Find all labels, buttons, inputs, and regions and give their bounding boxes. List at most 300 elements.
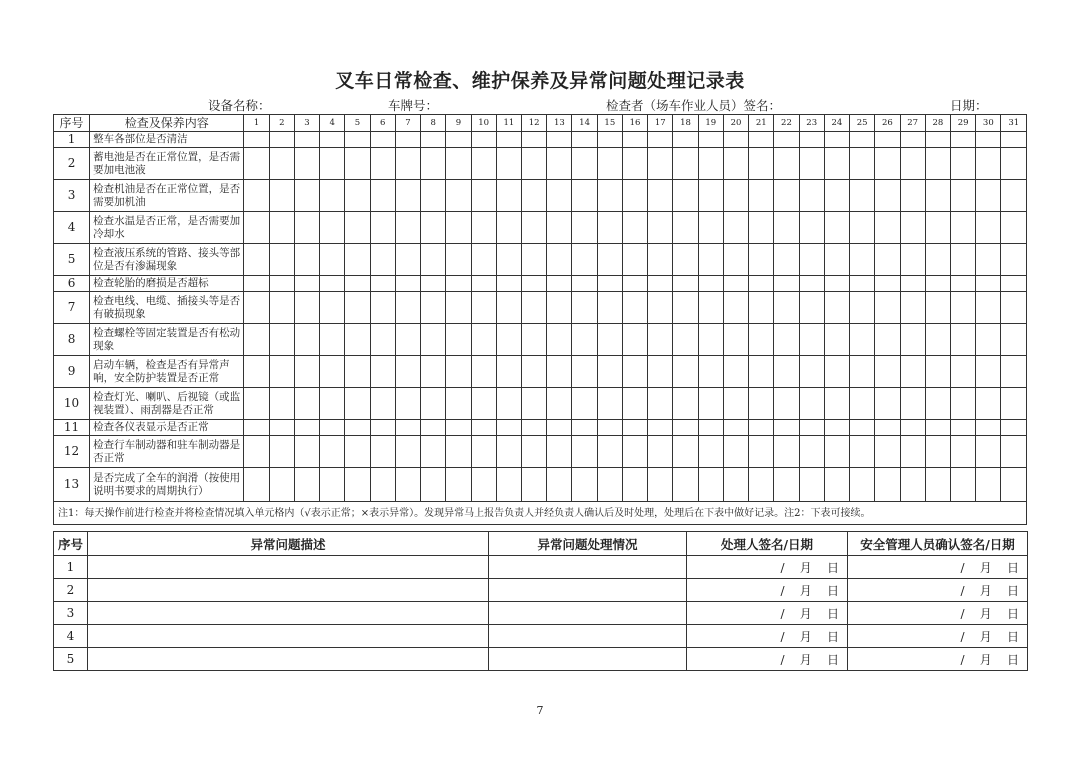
check-cell[interactable] <box>648 420 673 436</box>
check-cell[interactable] <box>774 436 799 468</box>
check-cell[interactable] <box>950 212 975 244</box>
check-cell[interactable] <box>622 388 647 420</box>
check-cell[interactable] <box>799 244 824 276</box>
check-cell[interactable] <box>875 132 900 148</box>
check-cell[interactable] <box>446 212 471 244</box>
check-cell[interactable] <box>673 468 698 502</box>
check-cell[interactable] <box>547 292 572 324</box>
check-cell[interactable] <box>723 276 748 292</box>
check-cell[interactable] <box>320 276 345 292</box>
check-cell[interactable] <box>976 292 1001 324</box>
check-cell[interactable] <box>976 436 1001 468</box>
check-cell[interactable] <box>320 324 345 356</box>
check-cell[interactable] <box>673 436 698 468</box>
check-cell[interactable] <box>395 180 420 212</box>
check-cell[interactable] <box>294 180 319 212</box>
check-cell[interactable] <box>950 436 975 468</box>
check-cell[interactable] <box>421 436 446 468</box>
check-cell[interactable] <box>597 244 622 276</box>
check-cell[interactable] <box>875 436 900 468</box>
check-cell[interactable] <box>976 148 1001 180</box>
check-cell[interactable] <box>395 276 420 292</box>
check-cell[interactable] <box>723 292 748 324</box>
check-cell[interactable] <box>799 180 824 212</box>
safety-signature-cell[interactable]: / 月 日 <box>848 648 1028 671</box>
check-cell[interactable] <box>698 244 723 276</box>
check-cell[interactable] <box>597 132 622 148</box>
issue-description-cell[interactable] <box>88 556 489 579</box>
check-cell[interactable] <box>749 212 774 244</box>
check-cell[interactable] <box>824 180 849 212</box>
check-cell[interactable] <box>875 244 900 276</box>
check-cell[interactable] <box>496 388 521 420</box>
check-cell[interactable] <box>648 388 673 420</box>
check-cell[interactable] <box>294 212 319 244</box>
check-cell[interactable] <box>345 356 370 388</box>
check-cell[interactable] <box>673 212 698 244</box>
check-cell[interactable] <box>673 276 698 292</box>
check-cell[interactable] <box>345 324 370 356</box>
check-cell[interactable] <box>269 132 294 148</box>
check-cell[interactable] <box>496 436 521 468</box>
check-cell[interactable] <box>850 436 875 468</box>
check-cell[interactable] <box>370 276 395 292</box>
check-cell[interactable] <box>345 388 370 420</box>
check-cell[interactable] <box>244 388 269 420</box>
check-cell[interactable] <box>320 436 345 468</box>
check-cell[interactable] <box>572 468 597 502</box>
check-cell[interactable] <box>799 420 824 436</box>
check-cell[interactable] <box>799 148 824 180</box>
check-cell[interactable] <box>1001 132 1027 148</box>
check-cell[interactable] <box>496 212 521 244</box>
check-cell[interactable] <box>1001 180 1027 212</box>
check-cell[interactable] <box>597 324 622 356</box>
check-cell[interactable] <box>900 180 925 212</box>
check-cell[interactable] <box>850 388 875 420</box>
check-cell[interactable] <box>547 180 572 212</box>
check-cell[interactable] <box>774 420 799 436</box>
check-cell[interactable] <box>925 324 950 356</box>
check-cell[interactable] <box>294 132 319 148</box>
check-cell[interactable] <box>850 324 875 356</box>
check-cell[interactable] <box>925 356 950 388</box>
check-cell[interactable] <box>1001 468 1027 502</box>
check-cell[interactable] <box>395 436 420 468</box>
handler-signature-cell[interactable]: / 月 日 <box>687 579 848 602</box>
check-cell[interactable] <box>269 292 294 324</box>
check-cell[interactable] <box>900 356 925 388</box>
check-cell[interactable] <box>774 324 799 356</box>
check-cell[interactable] <box>471 148 496 180</box>
check-cell[interactable] <box>345 148 370 180</box>
check-cell[interactable] <box>547 324 572 356</box>
check-cell[interactable] <box>269 468 294 502</box>
check-cell[interactable] <box>976 132 1001 148</box>
check-cell[interactable] <box>370 388 395 420</box>
check-cell[interactable] <box>471 324 496 356</box>
check-cell[interactable] <box>950 388 975 420</box>
check-cell[interactable] <box>370 356 395 388</box>
check-cell[interactable] <box>875 468 900 502</box>
check-cell[interactable] <box>673 132 698 148</box>
check-cell[interactable] <box>1001 212 1027 244</box>
check-cell[interactable] <box>824 292 849 324</box>
check-cell[interactable] <box>799 132 824 148</box>
check-cell[interactable] <box>648 292 673 324</box>
check-cell[interactable] <box>294 244 319 276</box>
check-cell[interactable] <box>345 212 370 244</box>
check-cell[interactable] <box>370 420 395 436</box>
check-cell[interactable] <box>522 180 547 212</box>
check-cell[interactable] <box>370 244 395 276</box>
check-cell[interactable] <box>799 292 824 324</box>
check-cell[interactable] <box>950 132 975 148</box>
check-cell[interactable] <box>950 356 975 388</box>
check-cell[interactable] <box>900 420 925 436</box>
handler-signature-cell[interactable]: / 月 日 <box>687 648 848 671</box>
check-cell[interactable] <box>799 212 824 244</box>
check-cell[interactable] <box>446 244 471 276</box>
check-cell[interactable] <box>824 420 849 436</box>
check-cell[interactable] <box>976 324 1001 356</box>
check-cell[interactable] <box>622 356 647 388</box>
check-cell[interactable] <box>446 388 471 420</box>
check-cell[interactable] <box>698 132 723 148</box>
check-cell[interactable] <box>749 324 774 356</box>
check-cell[interactable] <box>496 244 521 276</box>
check-cell[interactable] <box>698 276 723 292</box>
check-cell[interactable] <box>673 180 698 212</box>
check-cell[interactable] <box>749 180 774 212</box>
check-cell[interactable] <box>522 436 547 468</box>
check-cell[interactable] <box>370 212 395 244</box>
check-cell[interactable] <box>345 468 370 502</box>
check-cell[interactable] <box>597 180 622 212</box>
check-cell[interactable] <box>421 244 446 276</box>
check-cell[interactable] <box>698 212 723 244</box>
check-cell[interactable] <box>925 244 950 276</box>
check-cell[interactable] <box>824 356 849 388</box>
check-cell[interactable] <box>799 324 824 356</box>
check-cell[interactable] <box>875 180 900 212</box>
check-cell[interactable] <box>421 292 446 324</box>
check-cell[interactable] <box>522 388 547 420</box>
check-cell[interactable] <box>446 356 471 388</box>
check-cell[interactable] <box>522 324 547 356</box>
check-cell[interactable] <box>723 356 748 388</box>
check-cell[interactable] <box>294 276 319 292</box>
check-cell[interactable] <box>395 420 420 436</box>
check-cell[interactable] <box>976 276 1001 292</box>
check-cell[interactable] <box>723 148 748 180</box>
check-cell[interactable] <box>294 324 319 356</box>
check-cell[interactable] <box>723 468 748 502</box>
check-cell[interactable] <box>269 212 294 244</box>
check-cell[interactable] <box>799 388 824 420</box>
check-cell[interactable] <box>244 180 269 212</box>
check-cell[interactable] <box>749 436 774 468</box>
check-cell[interactable] <box>294 420 319 436</box>
check-cell[interactable] <box>370 324 395 356</box>
check-cell[interactable] <box>850 356 875 388</box>
check-cell[interactable] <box>950 292 975 324</box>
check-cell[interactable] <box>648 244 673 276</box>
check-cell[interactable] <box>976 420 1001 436</box>
check-cell[interactable] <box>900 212 925 244</box>
check-cell[interactable] <box>269 276 294 292</box>
check-cell[interactable] <box>875 324 900 356</box>
check-cell[interactable] <box>395 292 420 324</box>
check-cell[interactable] <box>572 132 597 148</box>
check-cell[interactable] <box>622 292 647 324</box>
check-cell[interactable] <box>673 356 698 388</box>
check-cell[interactable] <box>925 420 950 436</box>
check-cell[interactable] <box>572 324 597 356</box>
check-cell[interactable] <box>673 324 698 356</box>
check-cell[interactable] <box>799 436 824 468</box>
check-cell[interactable] <box>1001 148 1027 180</box>
check-cell[interactable] <box>597 292 622 324</box>
check-cell[interactable] <box>925 468 950 502</box>
check-cell[interactable] <box>496 420 521 436</box>
safety-signature-cell[interactable]: / 月 日 <box>848 579 1028 602</box>
check-cell[interactable] <box>370 132 395 148</box>
check-cell[interactable] <box>547 276 572 292</box>
check-cell[interactable] <box>597 356 622 388</box>
check-cell[interactable] <box>850 468 875 502</box>
check-cell[interactable] <box>850 292 875 324</box>
check-cell[interactable] <box>824 324 849 356</box>
check-cell[interactable] <box>395 388 420 420</box>
check-cell[interactable] <box>774 148 799 180</box>
check-cell[interactable] <box>900 388 925 420</box>
handler-signature-cell[interactable]: / 月 日 <box>687 602 848 625</box>
check-cell[interactable] <box>244 292 269 324</box>
check-cell[interactable] <box>698 292 723 324</box>
check-cell[interactable] <box>723 132 748 148</box>
check-cell[interactable] <box>370 180 395 212</box>
check-cell[interactable] <box>345 276 370 292</box>
check-cell[interactable] <box>950 276 975 292</box>
check-cell[interactable] <box>723 436 748 468</box>
check-cell[interactable] <box>572 180 597 212</box>
check-cell[interactable] <box>925 276 950 292</box>
check-cell[interactable] <box>1001 292 1027 324</box>
check-cell[interactable] <box>395 244 420 276</box>
check-cell[interactable] <box>572 244 597 276</box>
check-cell[interactable] <box>622 148 647 180</box>
check-cell[interactable] <box>850 132 875 148</box>
check-cell[interactable] <box>925 180 950 212</box>
check-cell[interactable] <box>900 276 925 292</box>
check-cell[interactable] <box>345 180 370 212</box>
check-cell[interactable] <box>875 420 900 436</box>
check-cell[interactable] <box>622 420 647 436</box>
check-cell[interactable] <box>976 212 1001 244</box>
check-cell[interactable] <box>774 276 799 292</box>
check-cell[interactable] <box>597 388 622 420</box>
check-cell[interactable] <box>749 244 774 276</box>
check-cell[interactable] <box>900 468 925 502</box>
check-cell[interactable] <box>950 244 975 276</box>
check-cell[interactable] <box>522 292 547 324</box>
check-cell[interactable] <box>471 356 496 388</box>
check-cell[interactable] <box>950 324 975 356</box>
check-cell[interactable] <box>850 276 875 292</box>
check-cell[interactable] <box>547 212 572 244</box>
issue-handling-cell[interactable] <box>489 556 687 579</box>
check-cell[interactable] <box>698 324 723 356</box>
check-cell[interactable] <box>547 436 572 468</box>
issue-handling-cell[interactable] <box>489 648 687 671</box>
check-cell[interactable] <box>294 356 319 388</box>
check-cell[interactable] <box>320 244 345 276</box>
check-cell[interactable] <box>723 244 748 276</box>
check-cell[interactable] <box>1001 356 1027 388</box>
check-cell[interactable] <box>622 212 647 244</box>
check-cell[interactable] <box>900 244 925 276</box>
check-cell[interactable] <box>824 388 849 420</box>
check-cell[interactable] <box>749 356 774 388</box>
check-cell[interactable] <box>673 388 698 420</box>
check-cell[interactable] <box>850 180 875 212</box>
check-cell[interactable] <box>749 388 774 420</box>
check-cell[interactable] <box>269 388 294 420</box>
check-cell[interactable] <box>572 436 597 468</box>
check-cell[interactable] <box>850 420 875 436</box>
check-cell[interactable] <box>749 292 774 324</box>
issue-handling-cell[interactable] <box>489 602 687 625</box>
check-cell[interactable] <box>900 292 925 324</box>
check-cell[interactable] <box>547 468 572 502</box>
check-cell[interactable] <box>244 324 269 356</box>
check-cell[interactable] <box>597 420 622 436</box>
issue-handling-cell[interactable] <box>489 579 687 602</box>
check-cell[interactable] <box>269 420 294 436</box>
check-cell[interactable] <box>925 292 950 324</box>
check-cell[interactable] <box>395 356 420 388</box>
check-cell[interactable] <box>294 292 319 324</box>
handler-signature-cell[interactable]: / 月 日 <box>687 625 848 648</box>
check-cell[interactable] <box>648 468 673 502</box>
check-cell[interactable] <box>622 324 647 356</box>
check-cell[interactable] <box>421 388 446 420</box>
check-cell[interactable] <box>421 276 446 292</box>
check-cell[interactable] <box>471 180 496 212</box>
check-cell[interactable] <box>774 292 799 324</box>
check-cell[interactable] <box>547 388 572 420</box>
check-cell[interactable] <box>774 180 799 212</box>
check-cell[interactable] <box>269 244 294 276</box>
check-cell[interactable] <box>925 388 950 420</box>
check-cell[interactable] <box>522 276 547 292</box>
check-cell[interactable] <box>547 132 572 148</box>
check-cell[interactable] <box>900 436 925 468</box>
check-cell[interactable] <box>648 324 673 356</box>
check-cell[interactable] <box>269 180 294 212</box>
check-cell[interactable] <box>320 148 345 180</box>
check-cell[interactable] <box>925 212 950 244</box>
check-cell[interactable] <box>496 148 521 180</box>
check-cell[interactable] <box>622 468 647 502</box>
check-cell[interactable] <box>496 324 521 356</box>
check-cell[interactable] <box>446 148 471 180</box>
check-cell[interactable] <box>572 388 597 420</box>
check-cell[interactable] <box>320 420 345 436</box>
issue-handling-cell[interactable] <box>489 625 687 648</box>
check-cell[interactable] <box>572 148 597 180</box>
check-cell[interactable] <box>749 148 774 180</box>
check-cell[interactable] <box>622 132 647 148</box>
check-cell[interactable] <box>522 356 547 388</box>
check-cell[interactable] <box>471 388 496 420</box>
check-cell[interactable] <box>446 276 471 292</box>
check-cell[interactable] <box>370 436 395 468</box>
check-cell[interactable] <box>547 148 572 180</box>
check-cell[interactable] <box>522 132 547 148</box>
check-cell[interactable] <box>421 180 446 212</box>
check-cell[interactable] <box>1001 244 1027 276</box>
check-cell[interactable] <box>698 420 723 436</box>
check-cell[interactable] <box>1001 324 1027 356</box>
check-cell[interactable] <box>723 180 748 212</box>
check-cell[interactable] <box>320 356 345 388</box>
check-cell[interactable] <box>496 356 521 388</box>
check-cell[interactable] <box>244 436 269 468</box>
check-cell[interactable] <box>522 420 547 436</box>
check-cell[interactable] <box>824 132 849 148</box>
check-cell[interactable] <box>925 132 950 148</box>
check-cell[interactable] <box>698 436 723 468</box>
check-cell[interactable] <box>320 132 345 148</box>
check-cell[interactable] <box>244 212 269 244</box>
check-cell[interactable] <box>597 212 622 244</box>
check-cell[interactable] <box>622 244 647 276</box>
check-cell[interactable] <box>900 148 925 180</box>
check-cell[interactable] <box>345 292 370 324</box>
check-cell[interactable] <box>673 244 698 276</box>
check-cell[interactable] <box>774 388 799 420</box>
issue-description-cell[interactable] <box>88 602 489 625</box>
check-cell[interactable] <box>345 436 370 468</box>
check-cell[interactable] <box>824 212 849 244</box>
check-cell[interactable] <box>421 212 446 244</box>
issue-description-cell[interactable] <box>88 625 489 648</box>
check-cell[interactable] <box>446 468 471 502</box>
check-cell[interactable] <box>395 132 420 148</box>
check-cell[interactable] <box>597 468 622 502</box>
check-cell[interactable] <box>774 244 799 276</box>
check-cell[interactable] <box>244 276 269 292</box>
handler-signature-cell[interactable]: / 月 日 <box>687 556 848 579</box>
check-cell[interactable] <box>522 244 547 276</box>
check-cell[interactable] <box>446 436 471 468</box>
check-cell[interactable] <box>1001 420 1027 436</box>
check-cell[interactable] <box>572 276 597 292</box>
check-cell[interactable] <box>925 148 950 180</box>
check-cell[interactable] <box>824 148 849 180</box>
check-cell[interactable] <box>471 212 496 244</box>
check-cell[interactable] <box>522 212 547 244</box>
check-cell[interactable] <box>900 132 925 148</box>
check-cell[interactable] <box>850 244 875 276</box>
check-cell[interactable] <box>648 148 673 180</box>
check-cell[interactable] <box>597 436 622 468</box>
check-cell[interactable] <box>320 212 345 244</box>
check-cell[interactable] <box>294 436 319 468</box>
check-cell[interactable] <box>370 468 395 502</box>
